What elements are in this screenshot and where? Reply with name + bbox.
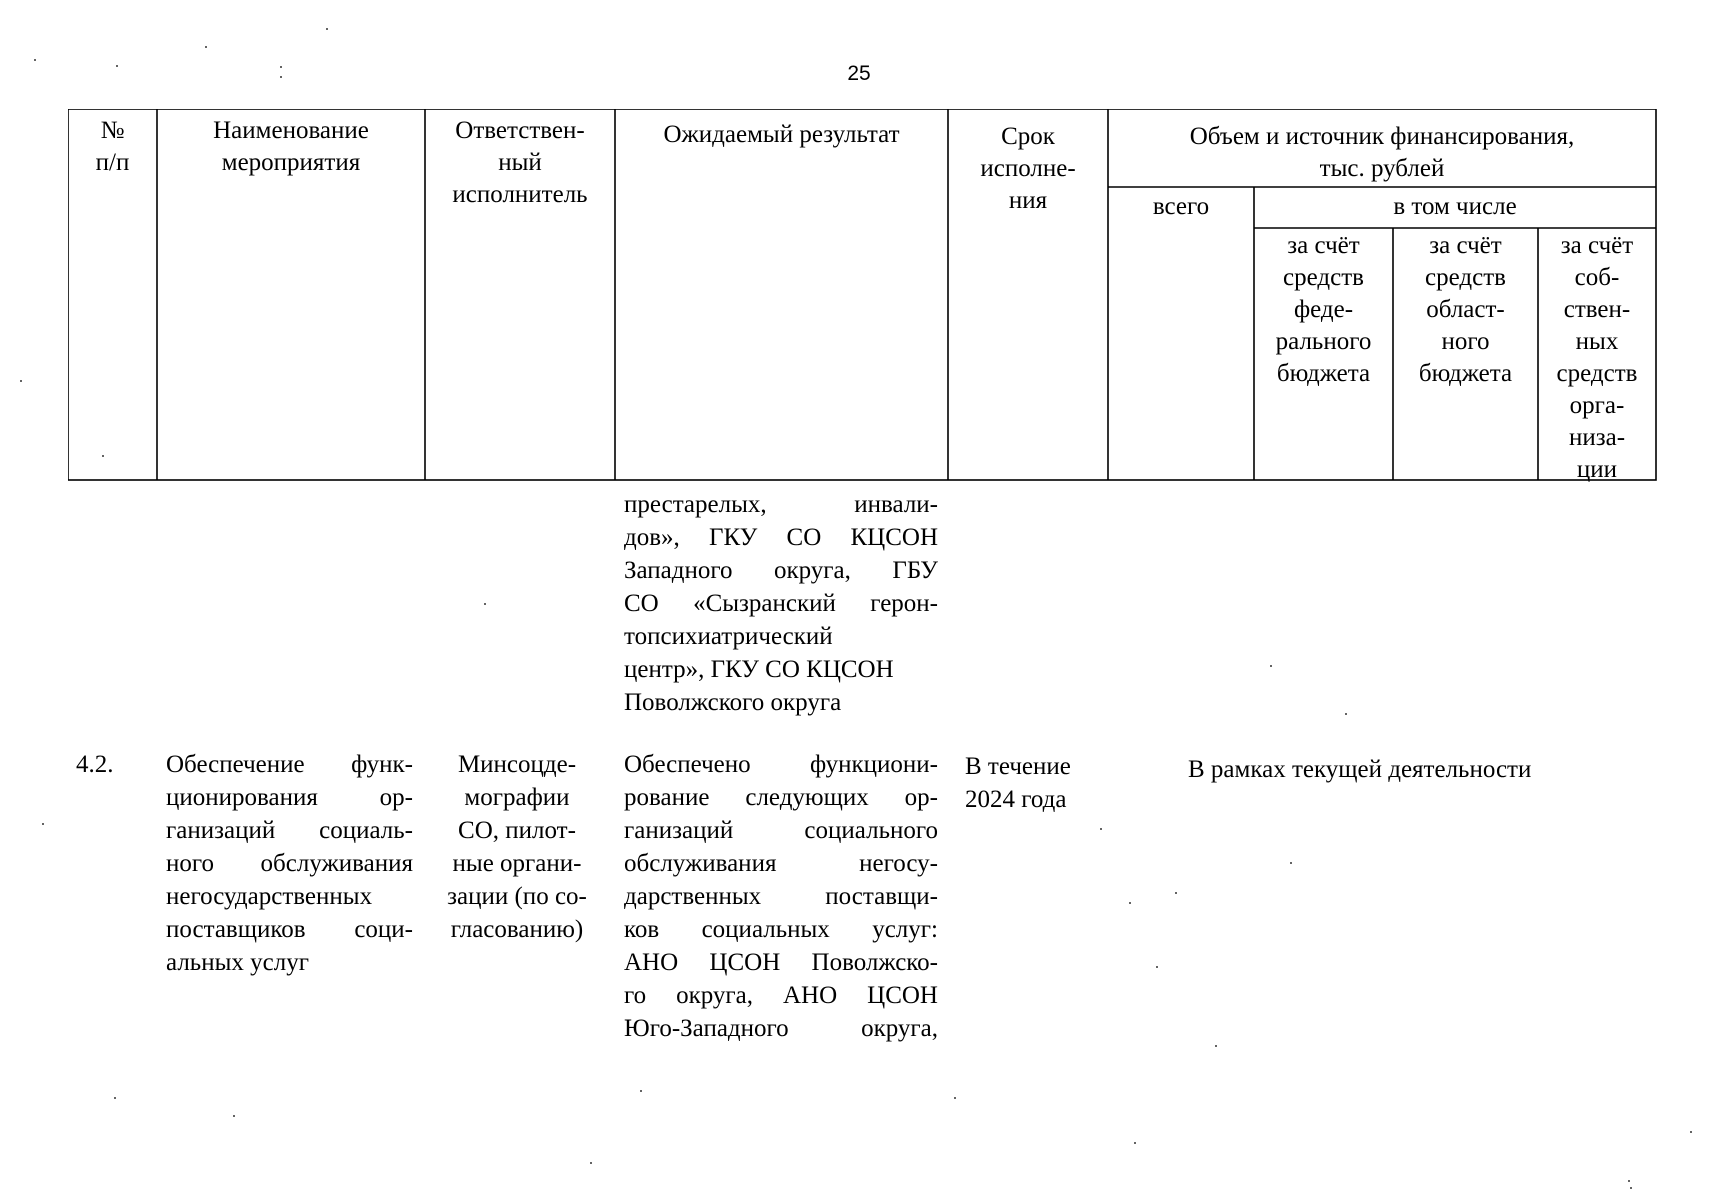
row-responsible: Минсоцде- мографии СО, пилот- ные органи- зации (по со- гласованию)	[447, 751, 587, 943]
header-deadline: Срок исполне- ния	[980, 123, 1076, 214]
page-number: 25	[847, 62, 871, 85]
row-number: 4.2.	[76, 751, 114, 778]
header-total: всего	[1152, 193, 1210, 220]
row-funding: В рамках текущей деятельности	[1188, 756, 1532, 783]
row-expected-result: Обеспечено функциони- рование следующих ор- ганизаций социального обслуживания негосу- дарственных поставщи- ков социальных услуг: АНО ЦСОН Поволжско- го округа, АНО ЦСОН Юго-Западного округа,	[624, 751, 938, 1042]
header-responsible: Ответствен- ный исполнитель	[452, 117, 588, 208]
header-own-funds: за счёт соб- ствен- ных средств орга- низа- ции	[1556, 232, 1638, 483]
header-regional: за счёт средств област- ного бюджета	[1418, 232, 1513, 387]
header-expected-result: Ожидаемый результат	[663, 121, 900, 148]
header-name: Наименование мероприятия	[213, 117, 369, 176]
table-header	[68, 109, 1657, 487]
continuation-expected-result: престарелых, инвали- дов», ГКУ СО КЦСОН Западного округа, ГБУ СО «Сызранский герон- топсихиатрический центр», ГКУ СО КЦСОН Поволжского округа	[624, 491, 938, 716]
header-including: в том числе	[1393, 193, 1517, 220]
header-federal: за счёт средств феде- рального бюджета	[1275, 232, 1372, 387]
row-name: Обеспечение функ- ционирования ор- ганизаций социаль- ного обслуживания негосударственных поставщиков соци- альных услуг	[166, 751, 413, 976]
header-funding: Объем и источник финансирования, тыс. рублей	[1189, 123, 1575, 182]
header-no: № п/п	[95, 117, 130, 176]
row-deadline: В течение 2024 года	[965, 753, 1071, 813]
